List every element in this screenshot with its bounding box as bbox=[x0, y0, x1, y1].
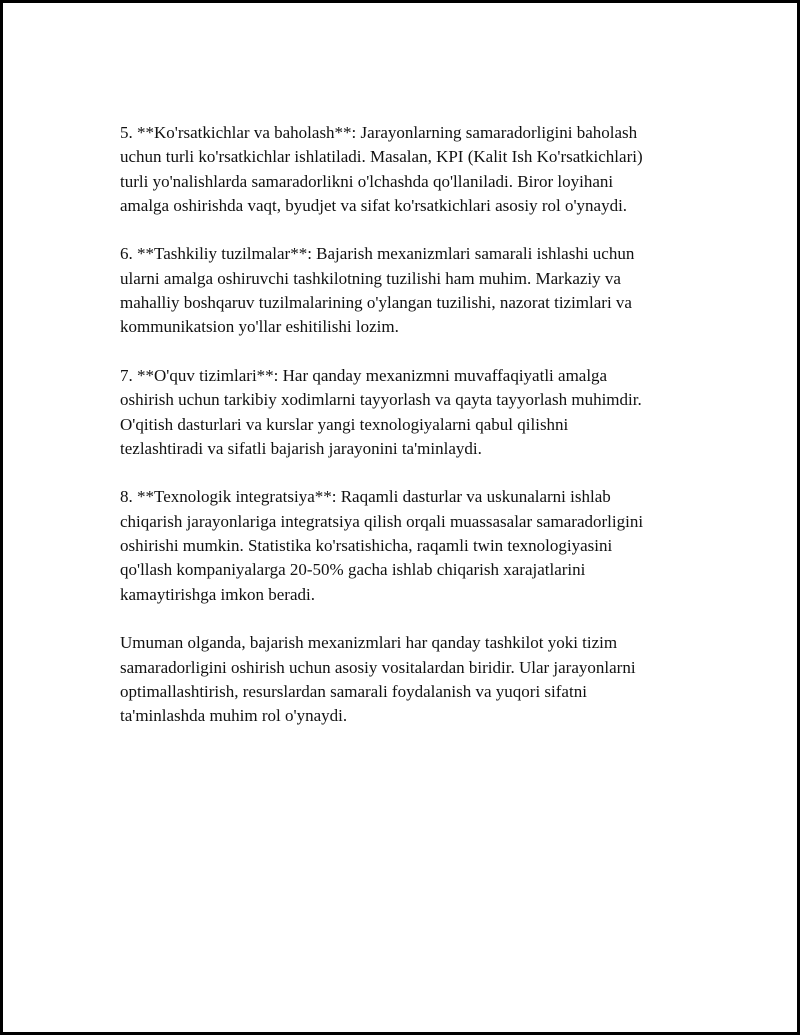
paragraph-technological-integration: 8. **Texnologik integratsiya**: Raqamli dasturlar va uskunalarni ishlab chiqarish jarayonlariga integratsiya qilish orqali muassasalar samaradorligini oshirishi mumkin. Statistika ko'rsatishicha, raqamli twin texnologiyasini qo'llash kompaniyalarga 20-50% gacha ishlab chiqarish xarajatlarini kamaytirishga imkon beradi. bbox=[120, 487, 644, 604]
paragraph-training-systems: 7. **O'quv tizimlari**: Har qanday mexanizmni muvaffaqiyatli amalga oshirish uchun tarkibiy xodimlarni tayyorlash va qayta tayyorlash muhimdir. O'qitish dasturlari va kurslar yangi texnologiyalarni qabul qilishni tezlashtiradi va sifatli bajarish jarayonini ta'minlaydi. bbox=[120, 365, 642, 458]
paragraph-conclusion: Umuman olganda, bajarish mexanizmlari har qanday tashkilot yoki tizim samaradorligini oshirish uchun asosiy vositalardan biridir. Ular jarayonlarni optimallashtirish, resurslardan samarali foydalanish va yuqori sifatni ta'minlashda muhim rol o'ynaydi. bbox=[120, 633, 636, 726]
document-body bbox=[120, 121, 698, 753]
paragraph-indicators: 5. **Ko'rsatkichlar va baholash**: Jarayonlarning samaradorligini baholash uchun turli ko'rsatkichlar ishlatiladi. Masalan, KPI (Kalit Ish Ko'rsatkichlari) turli yo'nalishlarda samaradorlikni o'lchashda qo'llaniladi. Biror loyihani amalga oshirishda vaqt, byudjet va sifat ko'rsatkichlari asosiy rol o'ynaydi. bbox=[120, 123, 643, 215]
paragraph-organizational-structures: 6. **Tashkiliy tuzilmalar**: Bajarish mexanizmlari samarali ishlashi uchun ularni amalga oshiruvchi tashkilotning tuzilishi ham muhim. Markaziy va mahalliy boshqaruv tuzilmalarining o'ylangan tuzilishi, nazorat tizimlari va kommunikatsion yo'llar eshitilishi lozim. bbox=[120, 244, 635, 337]
